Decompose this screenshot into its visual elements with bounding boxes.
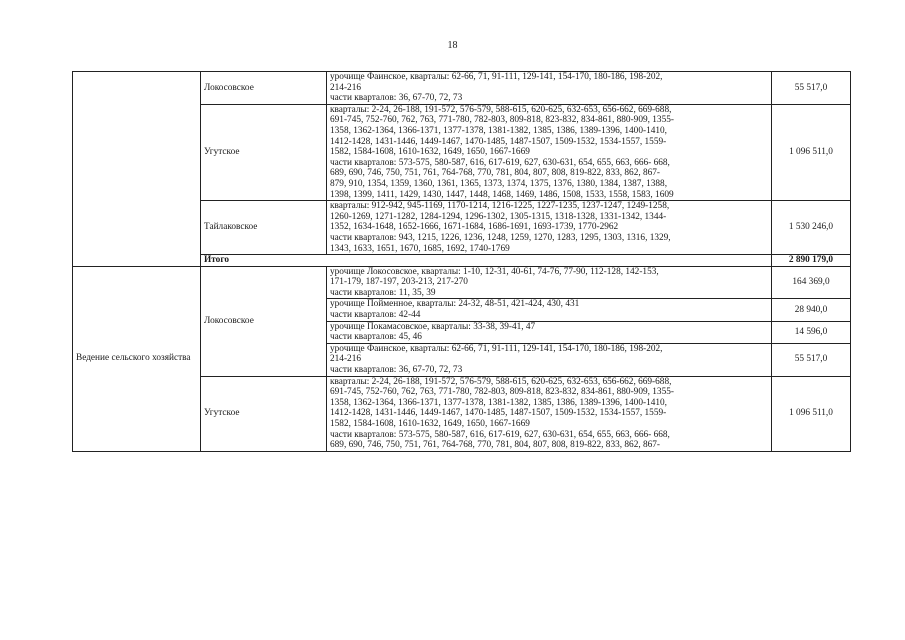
quarters-description: [327, 72, 772, 105]
desc-line: кварталы: 2-24, 26-188, 191-572, 576-579, 588-615, 620-625, 632-653, 656-662, 669-688,: [330, 376, 672, 387]
desc-line: части кварталов: 573-575, 580-587, 616, 617-619, 627, 630-631, 654, 655, 663, 666- 668,: [330, 157, 670, 168]
desc-line: части кварталов: 45, 46: [330, 332, 422, 343]
area-amount: 28 940,0: [772, 299, 851, 321]
quarters-description: [327, 343, 772, 376]
desc-line: части кварталов: 36, 67-70, 72, 73: [330, 365, 463, 376]
desc-line: 689, 690, 746, 750, 751, 761, 764-768, 770, 781, 804, 807, 808, 819-822, 833, 862, 867-: [330, 440, 661, 451]
desc-line: 691-745, 752-760, 762, 763, 771-780, 782-803, 809-818, 823-832, 834-861, 880-909, 1355-: [330, 115, 674, 126]
desc-line: 214-216: [330, 82, 361, 93]
table-row: [73, 266, 851, 299]
desc-line: 1582, 1584-1608, 1610-1632, 1649, 1650, 1667-1669: [330, 147, 530, 158]
page-number: 18: [447, 40, 458, 51]
desc-line: 689, 690, 746, 750, 751, 761, 764-768, 770, 781, 804, 807, 808, 819-822, 833, 862, 867-: [330, 168, 661, 179]
area-amount: 1 096 511,0: [772, 104, 851, 200]
activity-cell: Ведение сельского хозяйства: [73, 266, 201, 451]
desc-line: 1582, 1584-1608, 1610-1632, 1649, 1650, 1667-1669: [330, 419, 530, 429]
quarters-description: [327, 321, 772, 343]
desc-line: кварталы: 912-942, 945-1169, 1170-1214, 1216-1225, 1227-1235, 1237-1247, 1249-1258,: [330, 201, 670, 212]
quarters-description: [327, 104, 772, 200]
desc-line: урочище Фаинское, кварталы: 62-66, 71, 91-111, 129-141, 154-170, 180-186, 198-202,: [330, 343, 663, 354]
quarters-description: [327, 299, 772, 321]
locality-cell: Локосовское: [201, 266, 327, 376]
desc-line: части кварталов: 11, 35, 39: [330, 287, 436, 298]
desc-line: 1358, 1362-1364, 1366-1371, 1377-1378, 1381-1382, 1385, 1386, 1389-1396, 1400-1410,: [330, 125, 667, 136]
desc-line: части кварталов: 573-575, 580-587, 616, 617-619, 627, 630-631, 654, 655, 663, 666- 668,: [330, 429, 670, 440]
locality-cell: Локосовское: [201, 72, 327, 105]
area-amount: 55 517,0: [772, 72, 851, 105]
desc-line: урочище Фаинское, кварталы: 62-66, 71, 91-111, 129-141, 154-170, 180-186, 198-202,: [330, 72, 663, 82]
locality-cell: Тайлаковское: [201, 201, 327, 255]
desc-line: части кварталов: 42-44: [330, 310, 421, 321]
desc-line: 691-745, 752-760, 762, 763, 771-780, 782-803, 809-818, 823-832, 834-861, 880-909, 1355-: [330, 387, 674, 398]
area-amount: 164 369,0: [772, 266, 851, 299]
locality-cell: Угутское: [201, 104, 327, 200]
desc-line: 1412-1428, 1431-1446, 1449-1467, 1470-1485, 1487-1507, 1509-1532, 1534-1557, 1559-: [330, 136, 667, 147]
desc-line: части кварталов: 36, 67-70, 72, 73: [330, 93, 463, 104]
area-amount: 55 517,0: [772, 343, 851, 376]
area-amount: 14 596,0: [772, 321, 851, 343]
desc-line: урочище Покамасовское, кварталы: 33-38, 39-41, 47: [330, 321, 536, 332]
desc-line: 1352, 1634-1648, 1652-1666, 1671-1684, 1686-1691, 1693-1739, 1770-2962: [330, 222, 619, 233]
land-use-table: [72, 71, 851, 452]
quarters-description: [327, 266, 772, 299]
table-row: [73, 72, 851, 105]
desc-line: 879, 910, 1354, 1359, 1360, 1361, 1365, 1373, 1374, 1375, 1376, 1380, 1384, 1387, 1388,: [330, 178, 668, 189]
desc-line: 1398, 1399, 1411, 1429, 1430, 1447, 1448, 1468, 1469, 1486, 1508, 1533, 1558, 1583, 1609: [330, 189, 674, 200]
desc-line: 214-216: [330, 354, 361, 365]
total-label: Итого: [201, 255, 772, 267]
desc-line: 1260-1269, 1271-1282, 1284-1294, 1296-1302, 1305-1315, 1318-1328, 1331-1342, 1344-: [330, 211, 667, 222]
desc-line: 171-179, 187-197, 203-213, 217-270: [330, 277, 468, 288]
area-amount: 1 096 511,0: [772, 376, 851, 451]
quarters-description: [327, 376, 772, 451]
desc-line: 1343, 1633, 1651, 1670, 1685, 1692, 1740-1769: [330, 243, 510, 254]
quarters-description: [327, 201, 772, 255]
desc-line: кварталы: 2-24, 26-188, 191-572, 576-579, 588-615, 620-625, 632-653, 656-662, 669-688,: [330, 104, 672, 115]
desc-line: 1412-1428, 1431-1446, 1449-1467, 1470-1485, 1487-1507, 1509-1532, 1534-1557, 1559-: [330, 408, 667, 419]
desc-line: урочище Локосовское, кварталы: 1-10, 12-31, 40-61, 74-76, 77-90, 112-128, 142-153,: [330, 266, 659, 277]
locality-cell: Угутское: [201, 376, 327, 451]
desc-line: урочище Пойменное, кварталы: 24-32, 48-51, 421-424, 430, 431: [330, 299, 580, 310]
area-amount: 1 530 246,0: [772, 201, 851, 255]
desc-line: части кварталов: 943, 1215, 1226, 1236, 1248, 1259, 1270, 1283, 1295, 1303, 1316, 1329,: [330, 232, 671, 243]
total-amount: 2 890 179,0: [772, 255, 851, 267]
desc-line: 1358, 1362-1364, 1366-1371, 1377-1378, 1381-1382, 1385, 1386, 1389-1396, 1400-1410,: [330, 397, 667, 408]
activity-cell: [73, 72, 201, 267]
